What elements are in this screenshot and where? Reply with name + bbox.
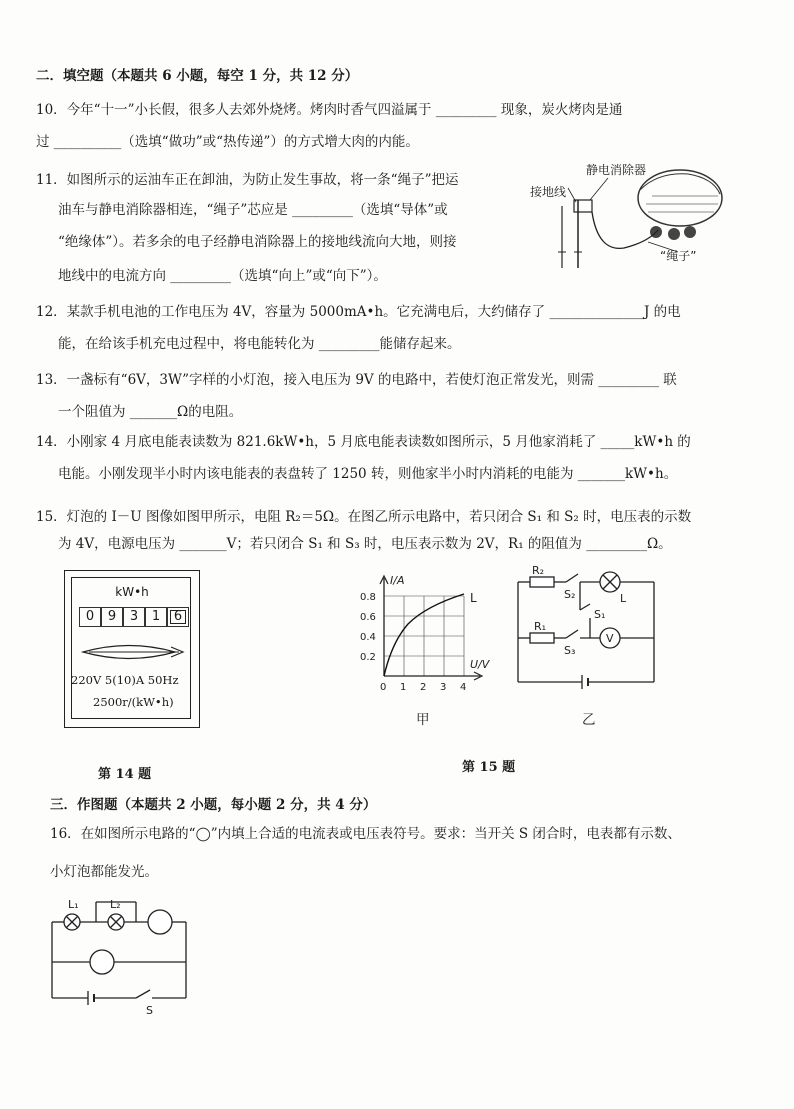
curve-label: L	[470, 591, 477, 605]
q11-line2: 油车与静电消除器相连，“绳子”芯应是 _________（选填“导体”或	[58, 202, 448, 218]
meter-circle-right	[148, 910, 172, 934]
meter-spec: 220V 5(10)A 50Hz	[71, 673, 179, 687]
q16-line2: 小灯泡都能发光。	[50, 864, 158, 880]
meter-disk-arrow	[79, 641, 187, 663]
meter-digit: 3	[123, 607, 145, 627]
meter-revolutions: 2500r/(kW•h)	[93, 695, 174, 709]
switch-s1	[580, 604, 590, 610]
q15-line2: 为 4V，电源电压为 _______V；若只闭合 S₁ 和 S₃ 时，电压表示数为 2V，R₁ 的阻值为 _________Ω。	[58, 536, 672, 552]
electric-meter	[64, 570, 200, 728]
label-r2: R₂	[532, 564, 545, 577]
label-eliminator: 静电消除器	[586, 163, 647, 177]
meter-digit-decimal: 6	[167, 607, 189, 627]
caption-q14: 第 14 题	[98, 767, 152, 782]
resistor-r2	[530, 577, 554, 587]
wheel	[684, 226, 696, 238]
q11-line1: 11．如图所示的运油车正在卸油，为防止发生事故，将一条“绳子”把运	[36, 172, 459, 188]
q11-line4: 地线中的电流方向 _________（选填“向上”或“向下”）。	[58, 268, 387, 284]
label-s2: S₂	[564, 588, 576, 601]
q14-line2: 电能。小刚发现半小时内该电能表的表盘转了 1250 转，则他家半小时内消耗的电能为 _______kW•h。	[58, 466, 678, 482]
label-r1: R₁	[534, 620, 547, 633]
iu-graph	[356, 572, 496, 694]
q15-line1: 15．灯泡的 I－U 图像如图甲所示，电阻 R₂＝5Ω。在图乙所示电路中，若只闭合 S₁ 和 S₂ 时，电压表的示数	[36, 509, 692, 525]
label-voltmeter: V	[606, 632, 614, 645]
section2-heading: 二．填空题（本题共 6 小题，每空 1 分，共 12 分）	[36, 68, 359, 84]
y-tick: 0.6	[360, 612, 376, 623]
x-tick: 1	[400, 682, 407, 693]
x-tick: 0	[380, 682, 387, 693]
tanker-body	[638, 170, 722, 226]
y-tick: 0.8	[360, 592, 376, 603]
circuit-15	[510, 560, 670, 695]
x-tick: 2	[420, 682, 427, 693]
meter-digit: 9	[101, 607, 123, 627]
meter-digit: 0	[79, 607, 101, 627]
label-l1: L₁	[68, 898, 79, 911]
meter-circle-middle	[90, 950, 114, 974]
switch-s2	[566, 574, 578, 582]
q10-line1: 10．今年“十一”小长假，很多人去郊外烧烤。烤肉时香气四溢属于 _________ 现象，炭火烤肉是通	[36, 102, 623, 118]
q13-line2: 一个阻值为 _______Ω的电阻。	[58, 404, 243, 420]
label-lamp: L	[620, 592, 627, 605]
switch-s	[136, 990, 150, 998]
label-s1: S₁	[594, 608, 606, 621]
wheel	[668, 228, 680, 240]
section3-heading: 三．作图题（本题共 2 小题，每小题 2 分，共 4 分）	[50, 797, 377, 813]
label-s3: S₃	[564, 644, 576, 657]
meter-digits	[79, 607, 189, 627]
label-ground: 接地线	[530, 185, 567, 199]
label-rope: “绳子”	[660, 249, 697, 263]
switch-s3	[566, 630, 578, 638]
static-eliminator	[574, 200, 592, 212]
meter-unit: kW•h	[115, 585, 149, 599]
resistor-r1	[530, 633, 554, 643]
y-tick: 0.4	[360, 632, 376, 643]
caption-yi: 乙	[582, 712, 596, 728]
q13-line1: 13．一盏标有“6V，3W”字样的小灯泡，接入电压为 9V 的电路中，若使灯泡正常发光，则需 _________ 联	[36, 372, 677, 388]
x-axis-label: U/V	[470, 658, 490, 671]
q10-line2: 过 __________（选填“做功”或“热传递”）的方式增大肉的内能。	[36, 134, 419, 150]
rope	[592, 212, 658, 248]
circuit-16	[40, 890, 200, 1020]
q11-line3: “绝缘体”）。若多余的电子经静电消除器上的接地线流向大地，则接	[58, 234, 457, 250]
caption-jia: 甲	[416, 712, 430, 728]
q16-line1: 16．在如图所示电路的“◯”内填上合适的电流表或电压表符号。要求：当开关 S 闭合时，电表都有示数、	[50, 826, 681, 842]
label-s: S	[146, 1004, 153, 1017]
q14-line1: 14．小刚家 4 月底电能表读数为 821.6kW•h，5 月底电能表读数如图所示，5 月他家消耗了 _____kW•h 的	[36, 434, 691, 450]
label-l2: L₂	[110, 898, 121, 911]
q12-line2: 能，在给该手机充电过程中，将电能转化为 _________能储存起来。	[58, 336, 461, 352]
q12-line1: 12．某款手机电池的工作电压为 4V，容量为 5000mA•h。它充满电后，大约储存了 ______________J 的电	[36, 304, 681, 320]
y-axis-label: I/A	[390, 574, 405, 587]
caption-q15: 第 15 题	[462, 760, 516, 775]
x-tick: 3	[440, 682, 447, 693]
oil-truck-figure	[528, 160, 728, 275]
x-tick: 4	[460, 682, 467, 693]
meter-digit: 1	[145, 607, 167, 627]
y-tick: 0.2	[360, 652, 376, 663]
